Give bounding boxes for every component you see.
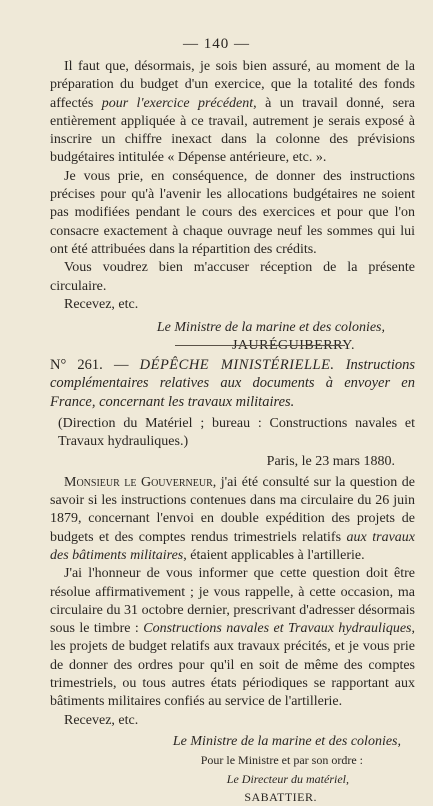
paragraph-text: , les projets de budget relatifs aux travaux précités, et je vous prie de donner des ordres pour qu'il en soit de même des comptes trimestriels, ou tous autres états périodiques se rapportant aux bâtiments militaires confiés au service de l'artillerie. bbox=[50, 621, 415, 710]
page-number: — 140 — bbox=[183, 36, 250, 52]
dispatch-heading bbox=[50, 356, 415, 411]
signature-title: Le Ministre de la marine et des colonies, bbox=[172, 733, 401, 749]
paragraph-italic-text: pour l'exercice précédent bbox=[101, 95, 254, 111]
paragraph-italic-text: aux travaux des bâtiments militaires bbox=[50, 529, 415, 563]
dispatch-subject: Instructions complémentaires relatives aux documents à envoyer en France, concernant les travaux militaires. bbox=[50, 357, 415, 410]
direction-line: (Direction du Matériel ; bureau : Constructions navales et Travaux hydrauliques.) bbox=[58, 415, 415, 450]
paragraph: Je vous prie, en conséquence, de donner des instructions précises pour qu'à l'avenir les allocations budgétaires ne soient pas modifiées pendant le cours des exercices et pour que l'on consacre exactement à chaque ouvrage neuf les sommes qui lui ont été attribuées dans la répartition des crédits. bbox=[50, 168, 415, 257]
paragraph-text: , à un travail donné, sera entièrement appliquée à ce travail, autrement je serais exposé à inscrire un chiffre inexact dans la colonne des prévisions budgétaires intitulée « Dépense antérieure, etc. ». bbox=[50, 95, 415, 166]
closing: Recevez, etc. bbox=[64, 712, 139, 728]
signature-director-line: Le Directeur du matériel, bbox=[226, 771, 349, 786]
paragraph-italic-text: Constructions navales et Travaux hydrauliques bbox=[143, 621, 412, 637]
section-divider bbox=[175, 345, 345, 346]
second-section bbox=[50, 356, 415, 806]
paragraph: Vous voudrez bien m'accuser réception de la présente circulaire. bbox=[50, 260, 415, 294]
place-date: Paris, le 23 mars 1880. bbox=[266, 454, 395, 470]
paragraph-text: , étaient applicables à l'artillerie. bbox=[183, 547, 365, 563]
first-section bbox=[50, 58, 415, 356]
signature-name: SABATTIER. bbox=[244, 789, 317, 804]
signature-name: JAURÉGUIBERRY. bbox=[231, 338, 355, 354]
signature-title: Le Ministre de la marine et des colonies, bbox=[156, 320, 385, 336]
dispatch-label: DÉPÊCHE MINISTÉRIELLE. bbox=[139, 357, 335, 373]
dispatch-number: N° 261. — bbox=[50, 357, 140, 373]
paragraph-text: Il faut que, désormais, je sois bien assuré, au moment de la préparation du budget d'un exercice, que la totalité des fonds affectés bbox=[50, 59, 415, 111]
paragraph bbox=[50, 565, 415, 711]
closing: Recevez, etc. bbox=[64, 296, 139, 312]
paragraph-text: j'ai été consulté sur la question de savoir si les instructions contenues dans ma circulaire du 26 juin 1879, concernant l'envoi en double expédition des projets de budgets et des comptes rendus trimestriels relatifs bbox=[50, 474, 415, 545]
salutation: Monsieur le Gouverneur, bbox=[64, 474, 217, 490]
paragraph bbox=[50, 58, 415, 168]
paragraph bbox=[50, 474, 415, 565]
signature-order-line: Pour le Ministre et par son ordre : bbox=[200, 753, 363, 768]
paragraph-text: J'ai l'honneur de vous informer que cette question doit être résolue affirmativement ; je vous rappelle, à cette occasion, ma circulaire du 31 octobre dernier, prescrivant d'adresser désormais sous le timbre : bbox=[50, 566, 415, 637]
